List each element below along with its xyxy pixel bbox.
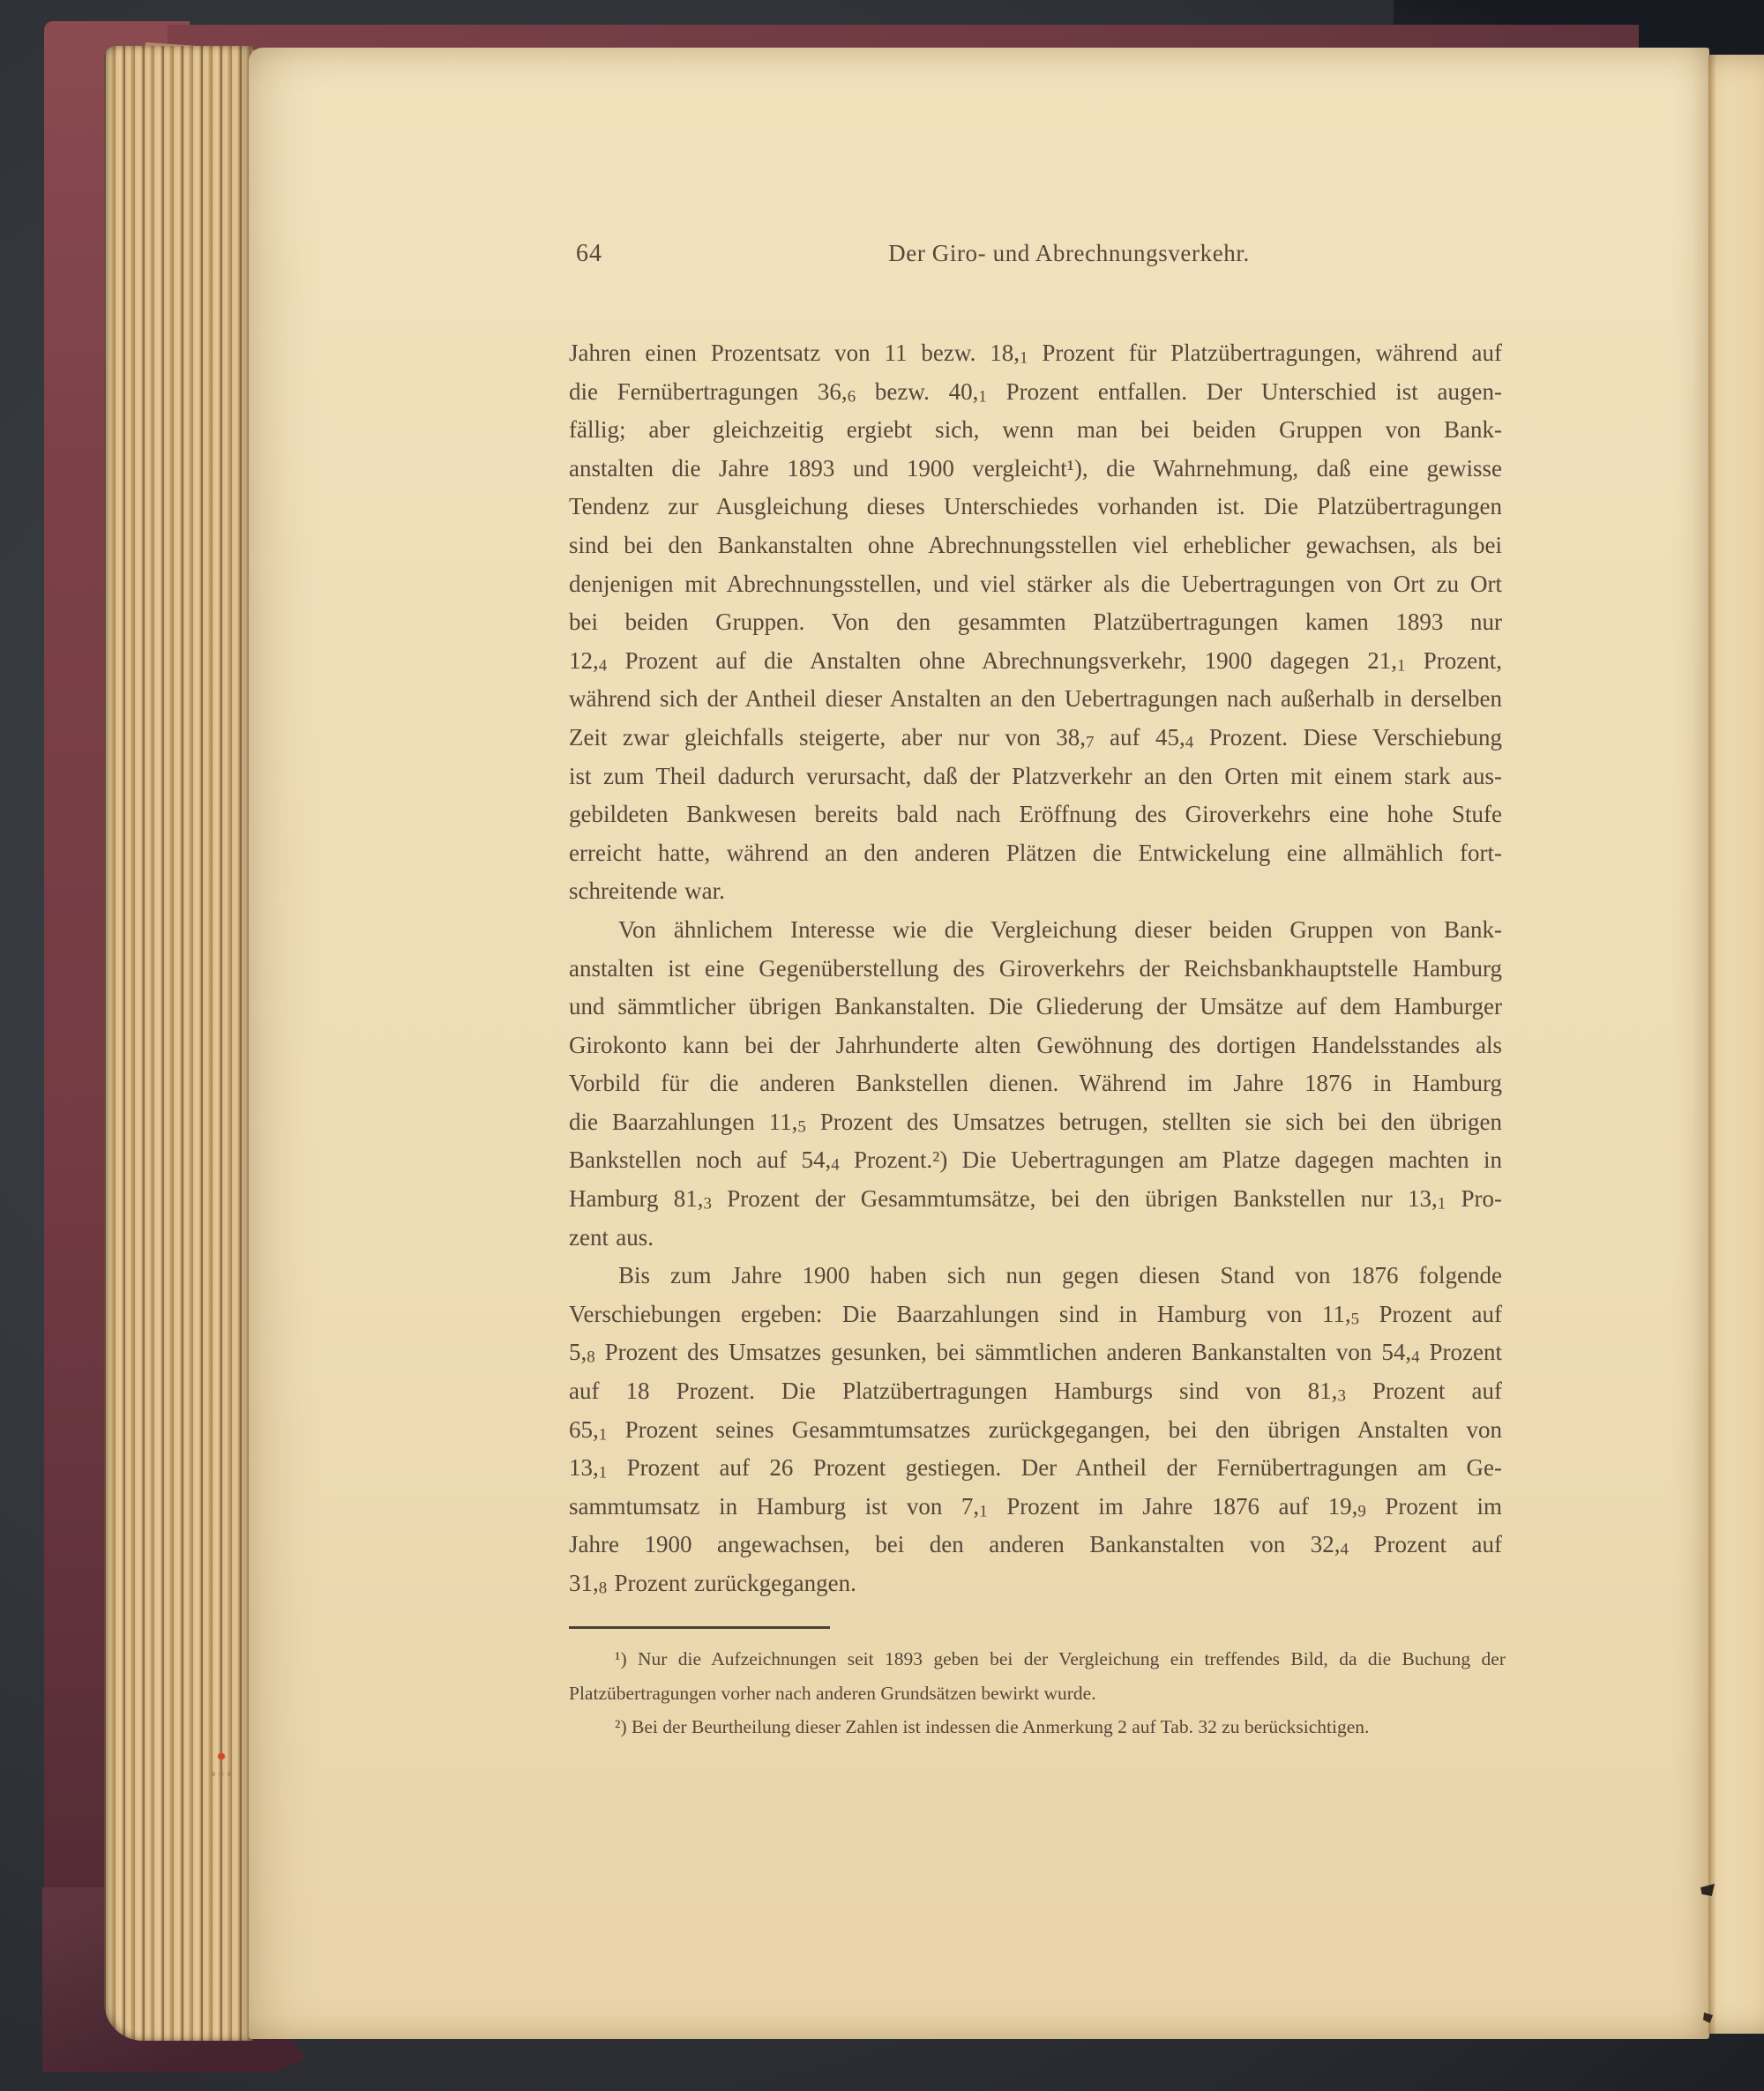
text-line: ist zum Theil dadurch verursacht, daß der Platzverkehr an den Orten mit einem stark aus-	[569, 762, 1502, 789]
text-line: und sämmtlicher übrigen Bankanstalten. Die Gliederung der Umsätze auf dem Hamburger	[569, 993, 1502, 1020]
text-line: 12,4 Prozent auf die Anstalten ohne Abrechnungsverkehr, 1900 dagegen 21,1 Prozent,	[569, 646, 1502, 676]
text-line: denjenigen mit Abrechnungsstellen, und viel stärker als die Uebertragungen von Ort zu Ort	[569, 570, 1502, 597]
text-line: die Baarzahlungen 11,5 Prozent des Umsatzes betrugen, stellten sie sich bei den übrigen	[569, 1108, 1502, 1137]
text-line: sammtumsatz in Hamburg ist von 7,1 Prozent im Jahre 1876 auf 19,9 Prozent im	[569, 1492, 1502, 1521]
text-line: Bankstellen noch auf 54,4 Prozent.²) Die Uebertragungen am Platze dagegen machten in	[569, 1146, 1502, 1175]
text-line: Girokonto kann bei der Jahrhunderte alten Gewöhnung des dortigen Handelsstandes als	[569, 1031, 1502, 1058]
text-line: ¹) Nur die Aufzeichnungen seit 1893 geben bei der Vergleichung ein treffendes Bild, da die Buchung der	[615, 1648, 1506, 1669]
page-edge-stack	[104, 46, 252, 2041]
text-line: 65,1 Prozent seines Gesammtumsatzes zurückgegangen, bei den übrigen Anstalten von	[569, 1415, 1502, 1444]
text-line: gebildeten Bankwesen bereits bald nach Eröffnung des Giroverkehrs eine hohe Stufe	[569, 801, 1502, 828]
footnote-rule	[569, 1626, 830, 1629]
page-number: 64	[576, 240, 602, 267]
body-text	[569, 334, 1502, 1603]
text-line: Jahren einen Prozentsatz von 11 bezw. 18,1 Prozent für Platzübertragungen, während auf	[569, 340, 1502, 368]
text-line: bei beiden Gruppen. Von den gesammten Platzübertragungen kamen 1893 nur	[569, 609, 1502, 636]
page-header	[569, 238, 1502, 273]
text-line: fällig; aber gleichzeitig ergiebt sich, wenn man bei beiden Gruppen von Bank-	[569, 416, 1502, 444]
text-line: Platzübertragungen vorher nach anderen Grundsätzen bewirkt wurde.	[569, 1682, 1096, 1704]
text-line: anstalten die Jahre 1893 und 1900 vergleicht¹), die Wahrnehmung, daß eine gewisse	[569, 454, 1502, 482]
text-line: Bis zum Jahre 1900 haben sich nun gegen diesen Stand von 1876 folgende	[618, 1262, 1502, 1289]
text-line: die Fernübertragungen 36,6 bezw. 40,1 Prozent entfallen. Der Unterschied ist augen-	[569, 377, 1502, 406]
text-line: Von ähnlichem Interesse wie die Vergleichung dieser beiden Gruppen von Bank-	[618, 915, 1502, 943]
text-line: anstalten ist eine Gegenüberstellung des Giroverkehrs der Reichsbankhauptstelle Hamburg	[569, 954, 1502, 982]
text-line: Jahre 1900 angewachsen, bei den anderen Bankanstalten von 32,4 Prozent auf	[569, 1531, 1502, 1559]
text-line: Tendenz zur Ausgleichung dieses Unterschiedes vorhanden ist. Die Platzübertragungen	[569, 493, 1502, 520]
text-line: auf 18 Prozent. Die Platzübertragungen Hamburgs sind von 81,3 Prozent auf	[569, 1378, 1502, 1406]
text-line: Verschiebungen ergeben: Die Baarzahlungen sind in Hamburg von 11,5 Prozent auf	[569, 1300, 1502, 1329]
text-line: 13,1 Prozent auf 26 Prozent gestiegen. Der Antheil der Fernübertragungen am Ge-	[569, 1454, 1502, 1482]
text-line: 31,8 Prozent zurückgegangen.	[569, 1570, 856, 1598]
text-line: schreitende war.	[569, 877, 725, 905]
text-line: Zeit zwar gleichfalls steigerte, aber nur von 38,7 auf 45,4 Prozent. Diese Verschiebung	[569, 723, 1502, 752]
text-line: erreicht hatte, während an den anderen Plätzen die Entwickelung eine allmählich fort-	[569, 839, 1502, 866]
adjacent-page-edge	[1708, 55, 1764, 2034]
red-dot-mark	[218, 1753, 225, 1759]
footnotes	[569, 1642, 1506, 1744]
smudge-mark: ●●●	[210, 1767, 235, 1780]
text-line: während sich der Antheil dieser Anstalten an den Uebertragungen nach außerhalb in derselben	[569, 685, 1502, 713]
text-line: zent aus.	[569, 1223, 654, 1251]
text-line: Vorbild für die anderen Bankstellen dienen. Während im Jahre 1876 in Hamburg	[569, 1070, 1502, 1097]
text-line: Hamburg 81,3 Prozent der Gesammtumsätze, bei den übrigen Bankstellen nur 13,1 Pro-	[569, 1185, 1502, 1214]
text-line: 5,8 Prozent des Umsatzes gesunken, bei sämmtlichen anderen Bankanstalten von 54,4 Prozent	[569, 1339, 1502, 1367]
text-line: ²) Bei der Beurtheilung dieser Zahlen ist indessen die Anmerkung 2 auf Tab. 32 zu berücksichtigen.	[615, 1716, 1370, 1737]
running-header: Der Giro- und Abrechnungsverkehr.	[888, 240, 1250, 266]
text-line: sind bei den Bankanstalten ohne Abrechnungsstellen viel erheblicher gewachsen, als bei	[569, 531, 1502, 558]
